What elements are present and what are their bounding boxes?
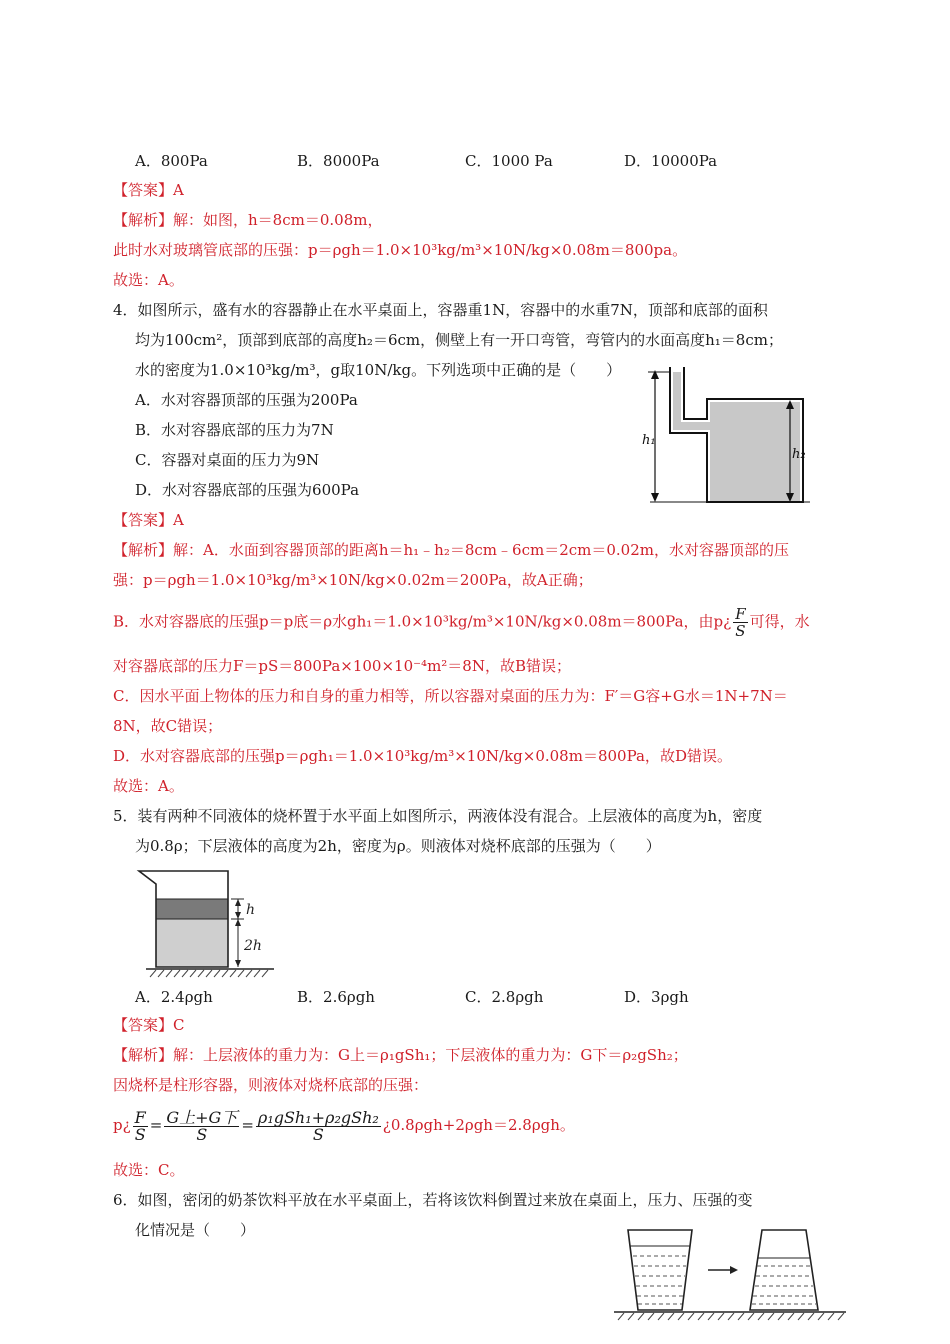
q6-stem-line2: 化情况是（ ） [135, 1221, 256, 1239]
q3-option-b: B．8000Pa [297, 152, 380, 170]
q4-analysis-b-line2: 对容器底部的压力F＝pS＝800Pa×100×10⁻⁴m²＝8N，故B错误； [113, 657, 571, 675]
q4-option-b: B．水对容器底部的压力为7N [135, 421, 334, 439]
q5-option-a: A．2.4ρgh [135, 988, 213, 1006]
q4-label-h1: h₁ [642, 433, 656, 448]
q5-stem-line1: 5．装有两种不同液体的烧杯置于水平面上如图所示，两液体没有混合。上层液体的高度为h，密度 [113, 807, 763, 825]
q5-analysis-line2: 因烧杯是柱形容器，则液体对烧杯底部的压强： [113, 1076, 429, 1094]
q4-conclusion: 故选：A。 [113, 777, 184, 795]
q5-answer: 【答案】C [113, 1016, 185, 1034]
q6-cup-figure [612, 1224, 848, 1334]
q6-stem-line1: 6．如图，密闭的奶茶饮料平放在水平桌面上，若将该饮料倒置过来放在桌面上，压力、压强的变 [113, 1191, 753, 1209]
q5-formula: p¿ $\frac{F}{S}$ = $\frac{\text{G上+G下}}{S}$ = $\frac{\text{ρ₁gSh₁+ρ₂gSh₂}}{S}$ ¿0.8ρgh+2ρgh＝2.8ρgh。 [113, 1107, 575, 1144]
q3-option-d: D．10000Pa [624, 152, 718, 170]
q3-analysis-line2: 此时水对玻璃管底部的压强：p＝ρgh＝1.0×10³kg/m³×10N/kg×0.08m＝800pa。 [113, 241, 688, 259]
q4-stem-line1: 4．如图所示，盛有水的容器静止在水平桌面上，容器重1N，容器中的水重7N，顶部和底部的面积 [113, 301, 768, 319]
q5-label-2h: 2h [244, 938, 262, 954]
q3-option-c: C．1000 Pa [465, 152, 553, 170]
q4-option-d: D．水对容器底部的压强为600Pa [135, 481, 360, 499]
q5-option-b: B．2.6ρgh [297, 988, 375, 1006]
q4-analysis-line2: 强：p＝ρgh＝1.0×10³kg/m³×10N/kg×0.02m＝200Pa，故A正确； [113, 571, 593, 589]
q5-label-h: h [246, 902, 256, 918]
q4-analysis-c-line2: 8N，故C错误； [113, 717, 223, 735]
q4-stem-line3: 水的密度为1.0×10³kg/m³，g取10N/kg。下列选项中正确的是（ ） [135, 361, 622, 379]
q5-conclusion: 故选：C。 [113, 1161, 185, 1179]
q3-option-a: A．800Pa [135, 152, 208, 170]
q4-container-figure [640, 362, 820, 507]
q3-analysis-line1: 【解析】解：如图，h＝8cm＝0.08m， [113, 211, 383, 229]
q4-label-h2: h₂ [792, 447, 806, 462]
q5-stem-line2: 为0.8ρ；下层液体的高度为2h，密度为ρ。则液体对烧杯底部的压强为（ ） [135, 837, 661, 855]
q4-analysis-d-line1: D．水对容器底部的压强p＝ρgh₁＝1.0×10³kg/m³×10N/kg×0.08m＝800Pa，故D错误。 [113, 747, 732, 765]
q4-analysis-line1: 【解析】解：A．水面到容器顶部的距离h＝h₁﹣h₂＝8cm﹣6cm＝2cm＝0.02m，水对容器顶部的压 [113, 541, 789, 559]
q4-stem-line2: 均为100cm²，顶部到底部的高度h₂＝6cm，侧壁上有一开口弯管，弯管内的水面高度h₁＝8cm； [135, 331, 783, 349]
q3-answer: 【答案】A [113, 181, 184, 199]
q4-option-a: A．水对容器顶部的压强为200Pa [135, 391, 358, 409]
q3-conclusion: 故选：A。 [113, 271, 184, 289]
q5-beaker-figure [134, 866, 284, 984]
q4-analysis-b-line1: B．水对容器底的压强p＝p底＝ρ水gh₁＝1.0×10³kg/m³×10N/kg×0.08m＝800Pa，由p¿ $\frac{F}{S}$ 可得，水 [113, 605, 810, 640]
q5-analysis-line1: 【解析】解：上层液体的重力为：G上＝ρ₁gSh₁；下层液体的重力为：G下＝ρ₂gSh₂； [113, 1046, 688, 1064]
q5-option-d: D．3ρgh [624, 988, 689, 1006]
q5-option-c: C．2.8ρgh [465, 988, 544, 1006]
q4-option-c: C．容器对桌面的压力为9N [135, 451, 320, 469]
q4-analysis-c-line1: C．因水平面上物体的压力和自身的重力相等，所以容器对桌面的压力为：F′＝G容+G水＝1N+7N＝ [113, 687, 788, 705]
q4-answer: 【答案】A [113, 511, 184, 529]
